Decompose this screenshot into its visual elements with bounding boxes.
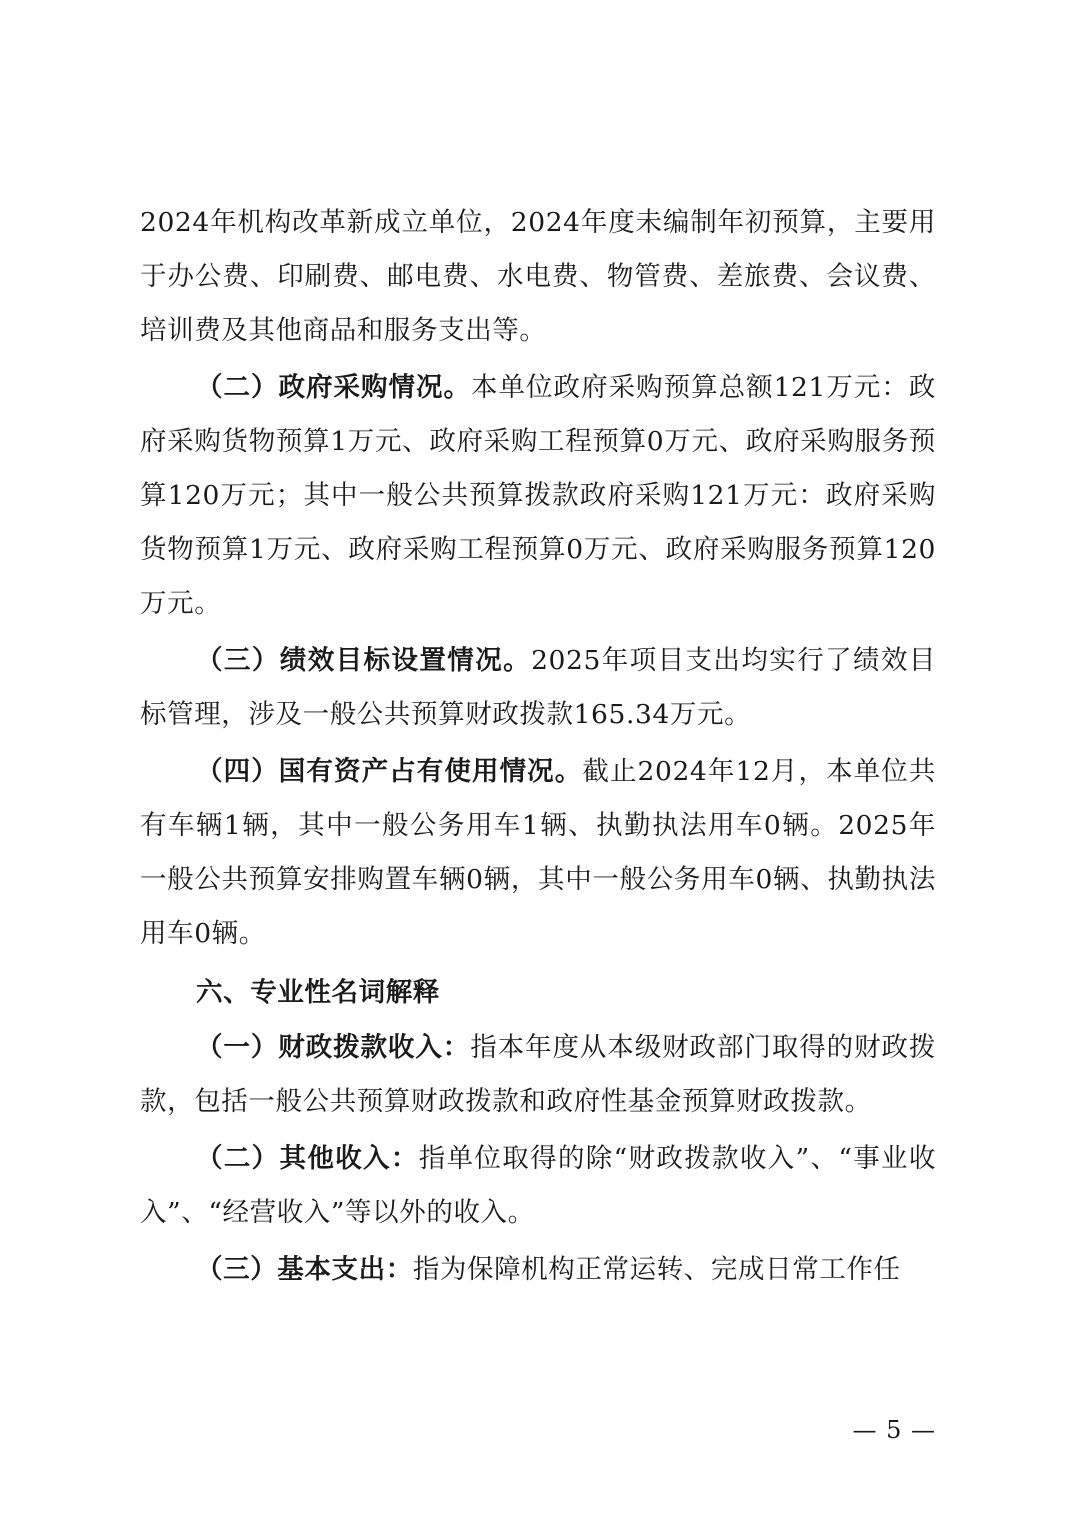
procurement-body: 本单位政府采购预算总额121万元：政府采购货物预算1万元、政府采购工程预算0万元、政府采购服务预算120万元；其中一般公共预算拨款政府采购121万元：政府采购货物预算1万元、政府采购工程预算0万元、政府采购服务预算120万元。 <box>140 372 936 619</box>
term-other-income-label: （二）其他收入： <box>196 1143 419 1174</box>
term-other-income-definition: 指单位取得的除“财政拨款收入”、“事业收入”、“经营收入”等以外的收入。 <box>140 1143 936 1228</box>
section-heading-terms: 六、专业性名词解释 <box>196 977 440 1008</box>
paragraph-performance-targets <box>140 634 936 742</box>
term-basic-expenditure-definition: 指为保障机构正常运转、完成日常工作任 <box>412 1254 901 1285</box>
assets-body: 截止2024年12月，本单位共有车辆1辆，其中一般公务用车1辆、执勤执法用车0辆。2025年一般公共预算安排购置车辆0辆，其中一般公务用车0辆、执勤执法用车0辆。 <box>140 756 936 949</box>
term-basic-expenditure <box>140 1243 936 1297</box>
term-fiscal-income-label: （一）财政拨款收入： <box>196 1032 471 1063</box>
paragraph-state-assets <box>140 745 936 961</box>
page-number: — 5 — <box>852 1416 936 1444</box>
term-basic-expenditure-label: （三）基本支出： <box>196 1254 413 1285</box>
term-fiscal-income-definition: 指本年度从本级财政部门取得的财政拨款，包括一般公共预算财政拨款和政府性基金预算财政拨款。 <box>140 1032 937 1117</box>
document-page <box>140 196 936 1297</box>
performance-body: 2025年项目支出均实行了绩效目标管理，涉及一般公共预算财政拨款165.34万元。 <box>140 645 936 730</box>
procurement-heading: （二）政府采购情况。 <box>196 372 472 403</box>
term-fiscal-income <box>140 1021 936 1129</box>
term-other-income <box>140 1132 936 1240</box>
paragraph-government-procurement <box>140 361 936 631</box>
performance-heading: （三）绩效目标设置情况。 <box>196 645 532 676</box>
paragraph-expenditure-purpose: 2024年机构改革新成立单位，2024年度未编制年初预算，主要用于办公费、印刷费、邮电费、水电费、物管费、差旅费、会议费、培训费及其他商品和服务支出等。 <box>140 207 936 346</box>
assets-heading: （四）国有资产占有使用情况。 <box>196 756 583 787</box>
